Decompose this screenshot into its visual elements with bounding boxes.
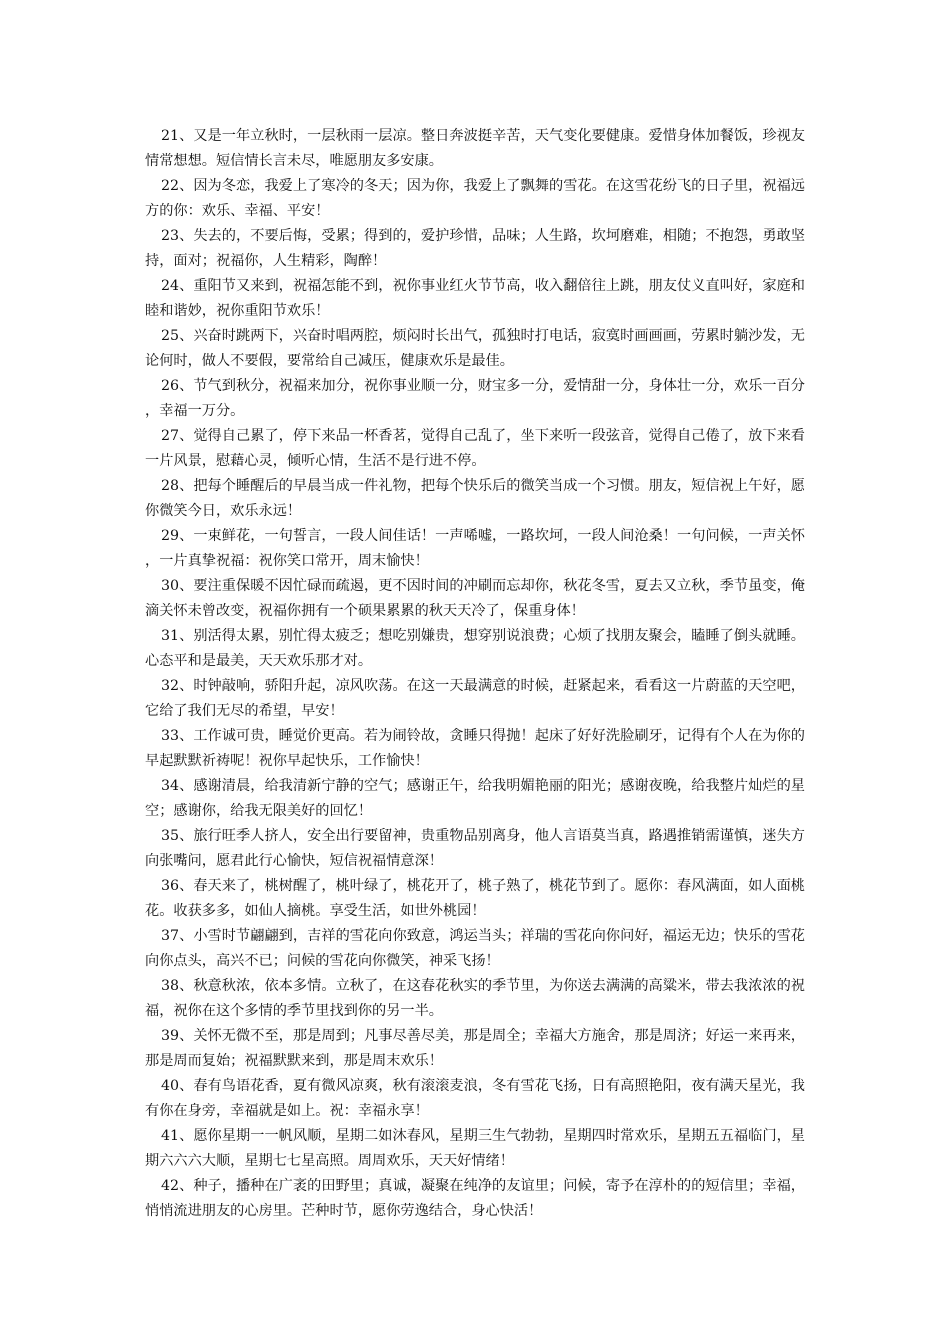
paragraph-22: 22、因为冬恋，我爱上了寒冷的冬天；因为你，我爱上了飘舞的雪花。在这雪花纷飞的日子里，祝福远方的你：欢乐、幸福、平安！ <box>145 178 805 219</box>
paragraph-38: 38、秋意秋浓，依本多情。立秋了，在这春花秋实的季节里，为你送去满满的高粱米，带去我浓浓的祝福，祝你在这个多情的季节里找到你的另一半。 <box>145 978 805 1019</box>
paragraph-32: 32、时钟敲响，骄阳升起，凉风吹荡。在这一天最满意的时候，赶紧起来，看看这一片蔚蓝的天空吧，它给了我们无尽的希望，早安！ <box>145 678 805 719</box>
paragraph-42: 42、种子，播种在广袤的田野里；真诚，凝聚在纯净的友谊里；问候，寄予在淳朴的的短信里；幸福，悄悄流进朋友的心房里。芒种时节，愿你劳逸结合，身心快活！ <box>145 1178 805 1219</box>
paragraph-37: 37、小雪时节翩翩到，吉祥的雪花向你致意，鸿运当头；祥瑞的雪花向你问好，福运无边；快乐的雪花向你点头，高兴不已；问候的雪花向你微笑，神采飞扬！ <box>145 928 805 969</box>
paragraph-27: 27、觉得自己累了，停下来品一杯香茗，觉得自己乱了，坐下来听一段弦音，觉得自己倦了，放下来看一片风景，慰藉心灵，倾听心情，生活不是行进不停。 <box>145 428 805 469</box>
paragraph-31: 31、别活得太累，别忙得太疲乏；想吃别嫌贵，想穿别说浪费；心烦了找朋友聚会，瞌睡了倒头就睡。心态平和是最美，天天欢乐那才对。 <box>145 628 805 669</box>
paragraph-21: 21、又是一年立秋时，一层秋雨一层凉。整日奔波挺辛苦，天气变化要健康。爱惜身体加餐饭，珍视友情常想想。短信情长言未尽，唯愿朋友多安康。 <box>145 128 805 169</box>
paragraph-30: 30、要注重保暖不因忙碌而疏遏，更不因时间的冲刷而忘却你，秋花冬雪，夏去又立秋，季节虽变，俺滴关怀未曾改变，祝福你拥有一个硕果累累的秋天天冷了，保重身体！ <box>145 578 805 619</box>
document-body <box>145 124 805 1224</box>
paragraph-41: 41、愿你星期一一帆风顺，星期二如沐春风，星期三生气勃勃，星期四时常欢乐，星期五五福临门，星期六六六大顺，星期七七星高照。周周欢乐，天天好情绪！ <box>145 1128 805 1169</box>
paragraph-29: 29、一束鲜花，一句誓言，一段人间佳话！一声唏嘘，一路坎坷，一段人间沧桑！一句问候，一声关怀，一片真挚祝福：祝你笑口常开，周末愉快！ <box>145 528 805 569</box>
paragraph-36: 36、春天来了，桃树醒了，桃叶绿了，桃花开了，桃子熟了，桃花节到了。愿你：春风满面，如人面桃花。收获多多，如仙人摘桃。享受生活，如世外桃园！ <box>145 878 805 919</box>
paragraph-39: 39、关怀无微不至，那是周到；凡事尽善尽美，那是周全；幸福大方施舍，那是周济；好运一来再来，那是周而复始；祝福默默来到，那是周末欢乐！ <box>145 1028 805 1069</box>
paragraph-25: 25、兴奋时跳两下，兴奋时唱两腔，烦闷时长出气，孤独时打电话，寂寞时画画画，劳累时躺沙发，无论何时，做人不要假，要常给自己减压，健康欢乐是最佳。 <box>145 328 805 369</box>
paragraph-28: 28、把每个睡醒后的早晨当成一件礼物，把每个快乐后的微笑当成一个习惯。朋友，短信祝上午好，愿你微笑今日，欢乐永远！ <box>145 478 805 519</box>
paragraph-40: 40、春有鸟语花香，夏有微风凉爽，秋有滚滚麦浪，冬有雪花飞扬，日有高照艳阳，夜有满天星光，我有你在身旁，幸福就是如上。祝：幸福永享！ <box>145 1078 805 1119</box>
paragraph-33: 33、工作诚可贵，睡觉价更高。若为闹铃故，贪睡只得抛！起床了好好洗脸刷牙，记得有个人在为你的早起默默祈祷呢！祝你早起快乐，工作愉快！ <box>145 728 805 769</box>
paragraph-23: 23、失去的，不要后悔，受累；得到的，爱护珍惜，品味；人生路，坎坷磨难，相随；不抱怨，勇敢坚持，面对；祝福你，人生精彩，陶醉！ <box>145 228 805 269</box>
paragraph-34: 34、感谢清晨，给我清新宁静的空气；感谢正午，给我明媚艳丽的阳光；感谢夜晚，给我整片灿烂的星空；感谢你，给我无限美好的回忆！ <box>145 778 805 819</box>
paragraph-26: 26、节气到秋分，祝福来加分，祝你事业顺一分，财宝多一分，爱情甜一分，身体壮一分，欢乐一百分，幸福一万分。 <box>145 378 805 419</box>
paragraph-35: 35、旅行旺季人挤人，安全出行要留神，贵重物品别离身，他人言语莫当真，路遇推销需谨慎，迷失方向张嘴问，愿君此行心愉快，短信祝福情意深！ <box>145 828 805 869</box>
paragraph-24: 24、重阳节又来到，祝福怎能不到，祝你事业红火节节高，收入翻倍往上跳，朋友仗义直叫好，家庭和睦和谐妙，祝你重阳节欢乐！ <box>145 278 805 319</box>
